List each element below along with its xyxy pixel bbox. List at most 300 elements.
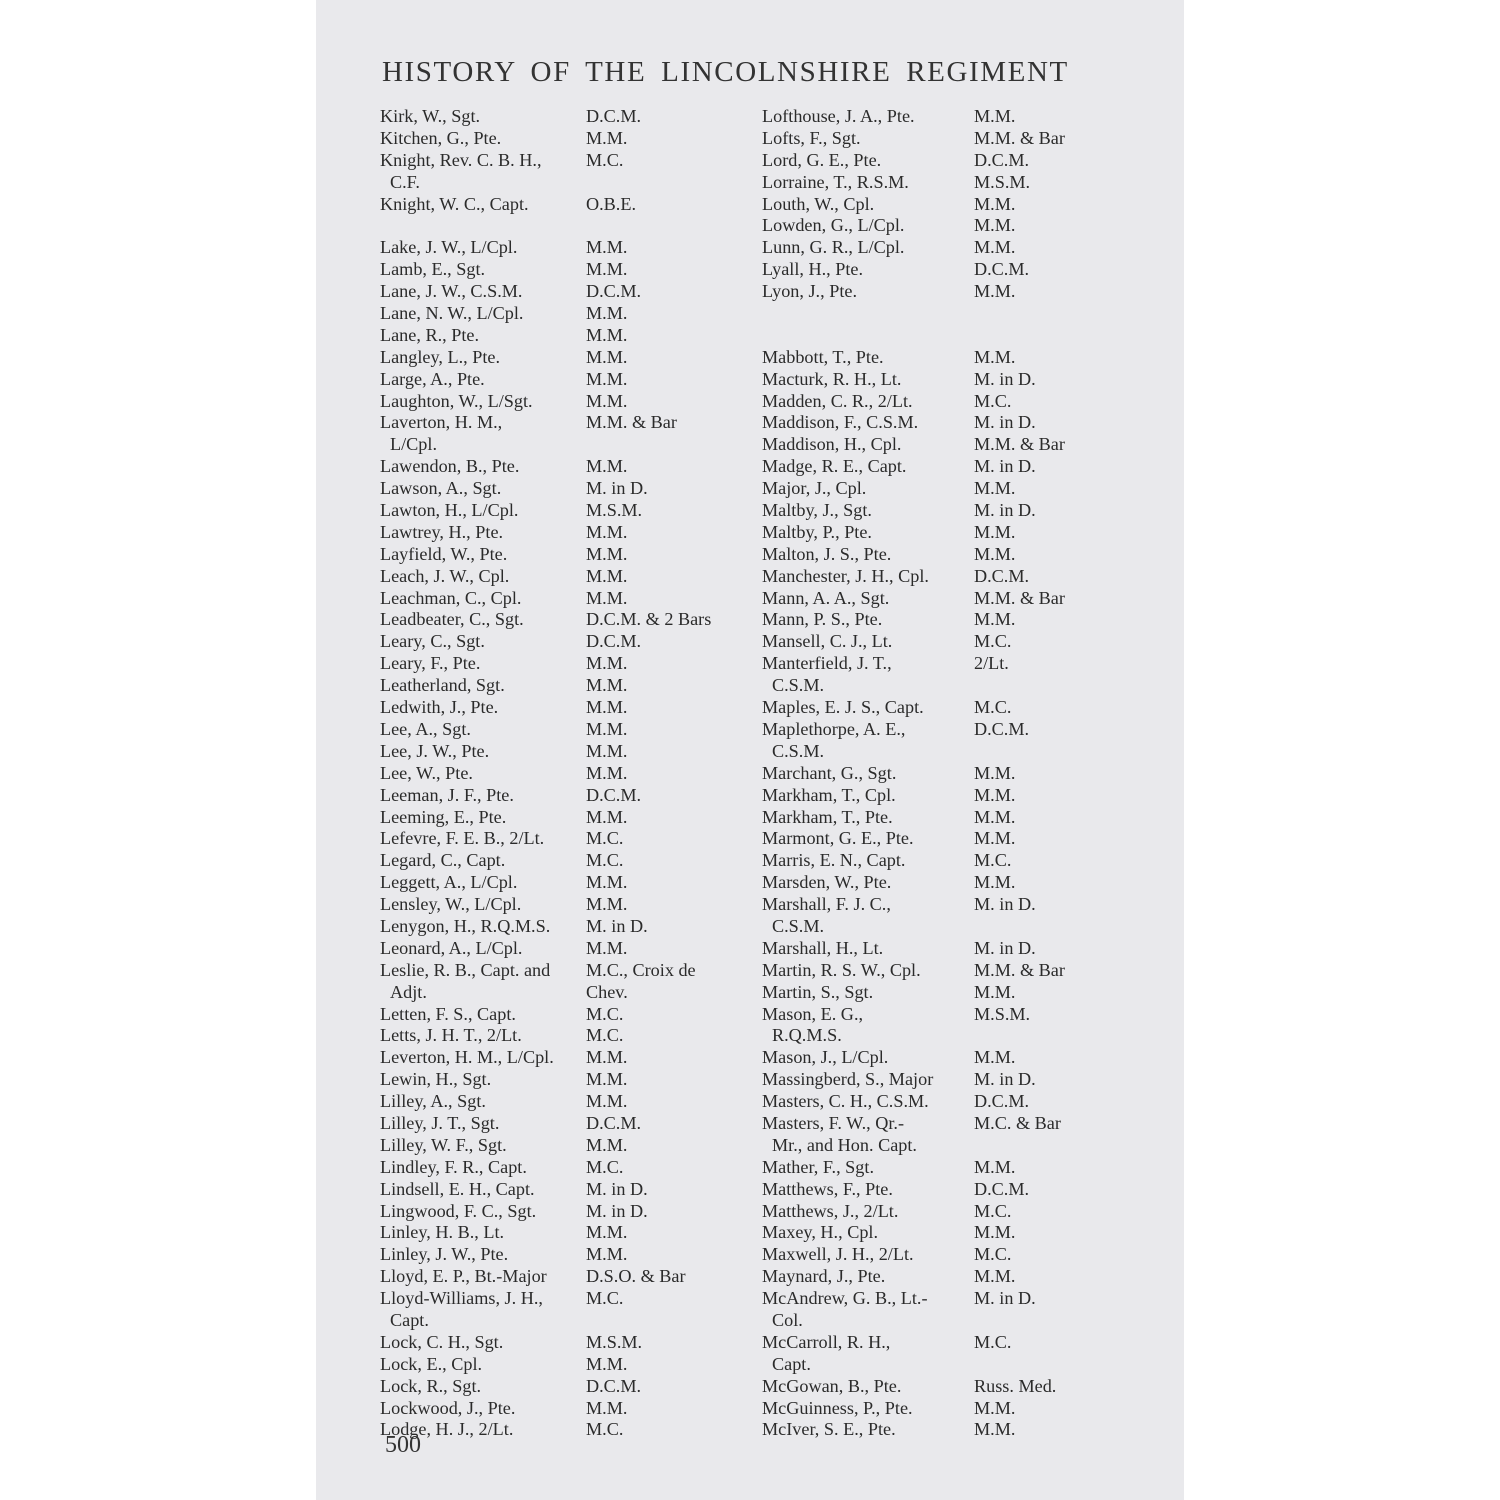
award: M.M.	[974, 281, 1016, 302]
award: M. in D.	[974, 412, 1036, 433]
award: M.M. & Bar	[974, 587, 1065, 608]
recipient-name: Lorraine, T., R.S.M.	[762, 171, 909, 192]
recipient-name: Markham, T., Cpl.	[762, 784, 896, 805]
award: M.M.	[586, 127, 628, 148]
award: M.M.	[586, 390, 628, 411]
list-item	[762, 960, 1122, 982]
recipient-name: Col.	[772, 1309, 803, 1330]
award: M.M.	[586, 346, 628, 367]
list-item	[380, 522, 760, 544]
list-item	[380, 369, 760, 391]
recipient-name: Leary, C., Sgt.	[380, 631, 485, 652]
award: M.M. & Bar	[974, 434, 1065, 455]
award: M.M.	[586, 1222, 628, 1243]
recipient-name: Lilley, J. T., Sgt.	[380, 1112, 500, 1133]
list-item	[380, 1354, 760, 1376]
list-gap	[762, 325, 1122, 347]
recipient-name: Marshall, F. J. C.,	[762, 894, 891, 915]
award: M.M.	[974, 521, 1016, 542]
list-item	[762, 1288, 1122, 1310]
recipient-name: Lyon, J., Pte.	[762, 281, 857, 302]
list-item	[762, 522, 1122, 544]
list-item	[380, 631, 760, 653]
list-item	[762, 237, 1122, 259]
list-item	[762, 1091, 1122, 1113]
recipient-name: McGuinness, P., Pte.	[762, 1397, 913, 1418]
recipient-name: Massingberd, S., Major	[762, 1069, 934, 1090]
recipient-name: Lee, J. W., Pte.	[380, 740, 490, 761]
recipient-name: Lock, E., Cpl.	[380, 1353, 483, 1374]
list-item	[762, 1069, 1122, 1091]
list-item	[762, 1244, 1122, 1266]
award: M.C.	[586, 828, 624, 849]
award: D.C.M.	[586, 1375, 642, 1396]
list-item	[762, 1157, 1122, 1179]
list-item	[762, 194, 1122, 216]
recipient-name: C.S.M.	[772, 675, 825, 696]
list-item	[380, 544, 760, 566]
award: M.M.	[974, 1156, 1016, 1177]
list-item	[380, 872, 760, 894]
recipient-name: Lindsell, E. H., Capt.	[380, 1178, 535, 1199]
recipient-name: Leatherland, Sgt.	[380, 675, 505, 696]
honours-list-left-column	[380, 106, 760, 1441]
list-item	[762, 1310, 1122, 1332]
list-item	[380, 1135, 760, 1157]
recipient-name: Laverton, H. M.,	[380, 412, 503, 433]
recipient-name: Leverton, H. M., L/Cpl.	[380, 1047, 554, 1068]
award: M.M.	[586, 740, 628, 761]
award: M.S.M.	[586, 1331, 643, 1352]
award: M. in D.	[974, 368, 1036, 389]
recipient-name: Kitchen, G., Pte.	[380, 127, 502, 148]
list-item	[380, 128, 760, 150]
recipient-name: Lunn, G. R., L/Cpl.	[762, 237, 905, 258]
list-item	[380, 478, 760, 500]
award: D.C.M.	[586, 106, 642, 126]
list-item	[380, 807, 760, 829]
award: M.M.	[974, 1419, 1016, 1440]
award: M.M.	[586, 1353, 628, 1374]
recipient-name: Malton, J. S., Pte.	[762, 543, 892, 564]
award: M.M.	[974, 981, 1016, 1002]
list-item	[380, 1376, 760, 1398]
list-item	[762, 894, 1122, 916]
award: M.C.	[586, 850, 624, 871]
recipient-name: Letts, J. H. T., 2/Lt.	[380, 1025, 522, 1046]
award: M.C.	[586, 1003, 624, 1024]
list-item	[380, 1047, 760, 1069]
award: M.M.	[974, 1222, 1016, 1243]
recipient-name: Mason, E. G.,	[762, 1003, 864, 1024]
list-item	[380, 1419, 760, 1441]
award: M.M.	[974, 828, 1016, 849]
list-item	[762, 741, 1122, 763]
award: M.S.M.	[974, 1003, 1031, 1024]
award: M.C. & Bar	[974, 1112, 1061, 1133]
list-item	[762, 675, 1122, 697]
award: M.M. & Bar	[974, 127, 1065, 148]
award: M.M.	[974, 609, 1016, 630]
recipient-name: Lamb, E., Sgt.	[380, 259, 486, 280]
list-item	[380, 1310, 760, 1332]
recipient-name: Knight, Rev. C. B. H.,	[380, 149, 542, 170]
recipient-name: Maltby, J., Sgt.	[762, 500, 872, 521]
award: 2/Lt.	[974, 653, 1009, 674]
recipient-name: Leary, F., Pte.	[380, 653, 481, 674]
list-item	[380, 763, 760, 785]
award: M.M.	[586, 259, 628, 280]
award: M. in D.	[974, 1069, 1036, 1090]
list-item	[762, 500, 1122, 522]
award: M.M.	[586, 894, 628, 915]
recipient-name: Mr., and Hon. Capt.	[772, 1134, 917, 1155]
list-item	[380, 1179, 760, 1201]
award: M. in D.	[586, 915, 648, 936]
recipient-name: Linley, J. W., Pte.	[380, 1244, 509, 1265]
recipient-name: Louth, W., Cpl.	[762, 193, 875, 214]
award: D.C.M.	[974, 1091, 1030, 1112]
list-item	[380, 1091, 760, 1113]
list-item	[380, 259, 760, 281]
recipient-name: L/Cpl.	[390, 434, 437, 455]
list-gap	[762, 303, 1122, 325]
recipient-name: Leeming, E., Pte.	[380, 806, 507, 827]
recipient-name: McAndrew, G. B., Lt.-	[762, 1288, 928, 1309]
award: D.C.M.	[586, 631, 642, 652]
award: M.C.	[974, 850, 1012, 871]
list-item	[380, 106, 760, 128]
award: M.M.	[974, 478, 1016, 499]
award: M.M.	[586, 565, 628, 586]
award: M. in D.	[586, 1200, 648, 1221]
recipient-name: Lingwood, F. C., Sgt.	[380, 1200, 537, 1221]
list-item	[762, 1419, 1122, 1441]
list-item	[762, 1354, 1122, 1376]
list-item	[762, 938, 1122, 960]
recipient-name: Martin, R. S. W., Cpl.	[762, 959, 921, 980]
award: M. in D.	[586, 1178, 648, 1199]
list-item	[380, 960, 760, 982]
list-item	[380, 938, 760, 960]
list-item	[762, 456, 1122, 478]
recipient-name: Layfield, W., Pte.	[380, 543, 508, 564]
list-item	[380, 1004, 760, 1026]
award: M.S.M.	[586, 500, 643, 521]
recipient-name: Matthews, F., Pte.	[762, 1178, 893, 1199]
award: M.C.	[586, 1156, 624, 1177]
list-item	[380, 347, 760, 369]
recipient-name: Letten, F. S., Capt.	[380, 1003, 516, 1024]
recipient-name: Lowden, G., L/Cpl.	[762, 215, 905, 236]
list-item	[762, 369, 1122, 391]
award: D.C.M.	[974, 718, 1030, 739]
list-item	[762, 588, 1122, 610]
recipient-name: Lock, R., Sgt.	[380, 1375, 482, 1396]
award: D.C.M. & 2 Bars	[586, 609, 712, 630]
award: M.C.	[974, 390, 1012, 411]
recipient-name: Maxey, H., Cpl.	[762, 1222, 879, 1243]
list-item	[762, 1047, 1122, 1069]
award: M.M.	[974, 784, 1016, 805]
list-item	[762, 566, 1122, 588]
recipient-name: Leggett, A., L/Cpl.	[380, 872, 518, 893]
list-item	[762, 609, 1122, 631]
recipient-name: Lindley, F. R., Capt.	[380, 1156, 527, 1177]
recipient-name: Capt.	[772, 1353, 811, 1374]
list-item	[380, 894, 760, 916]
recipient-name: Maplethorpe, A. E.,	[762, 718, 906, 739]
list-item	[762, 1376, 1122, 1398]
award: M. in D.	[586, 478, 648, 499]
recipient-name: C.S.M.	[772, 915, 825, 936]
recipient-name: Lee, A., Sgt.	[380, 718, 471, 739]
award: D.S.O. & Bar	[586, 1266, 686, 1287]
award: M.M.	[974, 193, 1016, 214]
award: M.M. & Bar	[586, 412, 677, 433]
award: M.C.	[974, 631, 1012, 652]
recipient-name: Knight, W. C., Capt.	[380, 193, 529, 214]
list-item	[380, 653, 760, 675]
list-item	[762, 872, 1122, 894]
recipient-name: Macturk, R. H., Lt.	[762, 368, 902, 389]
award: M.M.	[586, 697, 628, 718]
recipient-name: C.F.	[390, 171, 420, 192]
award: M.C.	[974, 1331, 1012, 1352]
award: M.M.	[974, 543, 1016, 564]
recipient-name: Maxwell, J. H., 2/Lt.	[762, 1244, 914, 1265]
list-item	[380, 150, 760, 172]
award: M.M.	[586, 1244, 628, 1265]
list-item	[762, 982, 1122, 1004]
recipient-name: Madden, C. R., 2/Lt.	[762, 390, 913, 411]
award: M. in D.	[974, 937, 1036, 958]
award: M.M.	[586, 675, 628, 696]
list-gap	[380, 215, 760, 237]
list-item	[762, 1004, 1122, 1026]
list-item	[762, 128, 1122, 150]
recipient-name: Lawton, H., L/Cpl.	[380, 500, 519, 521]
recipient-name: Masters, C. H., C.S.M.	[762, 1091, 929, 1112]
list-item	[380, 588, 760, 610]
recipient-name: Lawendon, B., Pte.	[380, 456, 520, 477]
recipient-name: McCarroll, R. H.,	[762, 1331, 891, 1352]
list-item	[380, 719, 760, 741]
list-item	[762, 916, 1122, 938]
award: M.C.	[974, 1244, 1012, 1265]
award: M.C., Croix de	[586, 959, 696, 980]
recipient-name: Lefevre, F. E. B., 2/Lt.	[380, 828, 545, 849]
award: M.M.	[586, 324, 628, 345]
recipient-name: Lockwood, J., Pte.	[380, 1397, 516, 1418]
running-head: HISTORY OF THE LINCOLNSHIRE REGIMENT	[382, 56, 1069, 88]
award: M.C.	[586, 1288, 624, 1309]
list-item	[762, 478, 1122, 500]
award: M.M.	[586, 1091, 628, 1112]
recipient-name: Lilley, A., Sgt.	[380, 1091, 486, 1112]
recipient-name: McIver, S. E., Pte.	[762, 1419, 896, 1440]
award: M.M.	[586, 718, 628, 739]
award: M.M.	[586, 1397, 628, 1418]
award: M.C.	[974, 697, 1012, 718]
award: M.M.	[974, 872, 1016, 893]
list-item	[762, 850, 1122, 872]
list-item	[762, 1201, 1122, 1223]
list-item	[380, 500, 760, 522]
list-item	[380, 609, 760, 631]
list-item	[762, 544, 1122, 566]
list-item	[380, 1025, 760, 1047]
award: M.M.	[586, 587, 628, 608]
list-item	[762, 1135, 1122, 1157]
award: M.M.	[974, 215, 1016, 236]
recipient-name: Ledwith, J., Pte.	[380, 697, 499, 718]
recipient-name: Lofthouse, J. A., Pte.	[762, 106, 915, 126]
recipient-name: Lock, C. H., Sgt.	[380, 1331, 504, 1352]
recipient-name: McGowan, B., Pte.	[762, 1375, 902, 1396]
award: M.C.	[586, 149, 624, 170]
list-item	[762, 763, 1122, 785]
award: M.M.	[586, 762, 628, 783]
award: M.M.	[586, 1069, 628, 1090]
list-item	[380, 391, 760, 413]
award: M.M.	[974, 1266, 1016, 1287]
award: D.C.M.	[586, 1112, 642, 1133]
list-item	[380, 916, 760, 938]
recipient-name: Legard, C., Capt.	[380, 850, 506, 871]
recipient-name: Mann, P. S., Pte.	[762, 609, 883, 630]
award: M. in D.	[974, 500, 1036, 521]
page-number: 500	[385, 1432, 421, 1458]
list-item	[380, 1069, 760, 1091]
list-item	[380, 785, 760, 807]
award: M.M.	[586, 521, 628, 542]
award: D.C.M.	[586, 784, 642, 805]
recipient-name: Lawtrey, H., Pte.	[380, 521, 504, 542]
list-item	[762, 172, 1122, 194]
award: M.M.	[586, 937, 628, 958]
list-item	[380, 1398, 760, 1420]
list-item	[380, 412, 760, 434]
recipient-name: Mann, A. A., Sgt.	[762, 587, 890, 608]
recipient-name: Maynard, J., Pte.	[762, 1266, 886, 1287]
list-item	[762, 391, 1122, 413]
list-item	[762, 1179, 1122, 1201]
award: M.M.	[974, 106, 1016, 126]
recipient-name: Lensley, W., L/Cpl.	[380, 894, 522, 915]
recipient-name: Lloyd-Williams, J. H.,	[380, 1288, 543, 1309]
award: M.C.	[586, 1025, 624, 1046]
recipient-name: Maples, E. J. S., Capt.	[762, 697, 924, 718]
recipient-name: Leeman, J. F., Pte.	[380, 784, 514, 805]
list-item	[380, 281, 760, 303]
award: M.M.	[586, 1134, 628, 1155]
list-item	[762, 828, 1122, 850]
recipient-name: Maltby, P., Pte.	[762, 521, 872, 542]
list-item	[380, 741, 760, 763]
recipient-name: Linley, H. B., Lt.	[380, 1222, 505, 1243]
list-item	[380, 982, 760, 1004]
recipient-name: Lawson, A., Sgt.	[380, 478, 502, 499]
list-item	[380, 1244, 760, 1266]
recipient-name: Langley, L., Pte.	[380, 346, 501, 367]
recipient-name: Lane, J. W., C.S.M.	[380, 281, 523, 302]
recipient-name: Mason, J., L/Cpl.	[762, 1047, 889, 1068]
award: M.M.	[974, 1047, 1016, 1068]
recipient-name: Leachman, C., Cpl.	[380, 587, 522, 608]
award: M.M.	[586, 368, 628, 389]
award: M.M.	[974, 237, 1016, 258]
list-item	[762, 697, 1122, 719]
recipient-name: Marsden, W., Pte.	[762, 872, 892, 893]
recipient-name: Mather, F., Sgt.	[762, 1156, 874, 1177]
award: M.M.	[586, 456, 628, 477]
recipient-name: Lyall, H., Pte.	[762, 259, 864, 280]
recipient-name: Lewin, H., Sgt.	[380, 1069, 492, 1090]
list-item	[762, 631, 1122, 653]
award: M.M.	[586, 872, 628, 893]
award: M.M.	[974, 1397, 1016, 1418]
recipient-name: Large, A., Pte.	[380, 368, 485, 389]
award: M.M.	[586, 806, 628, 827]
recipient-name: Capt.	[390, 1309, 429, 1330]
recipient-name: Leslie, R. B., Capt. and	[380, 959, 551, 980]
recipient-name: Marshall, H., Lt.	[762, 937, 884, 958]
list-item	[380, 1201, 760, 1223]
list-item	[762, 1332, 1122, 1354]
recipient-name: Lake, J. W., L/Cpl.	[380, 237, 518, 258]
recipient-name: Leadbeater, C., Sgt.	[380, 609, 524, 630]
award: M. in D.	[974, 894, 1036, 915]
award: M.C.	[586, 1419, 624, 1440]
list-item	[380, 194, 760, 216]
list-item	[762, 215, 1122, 237]
recipient-name: Mansell, C. J., Lt.	[762, 631, 893, 652]
list-item	[380, 325, 760, 347]
list-item	[762, 1113, 1122, 1135]
recipient-name: Martin, S., Sgt.	[762, 981, 874, 1002]
award: M.S.M.	[974, 171, 1031, 192]
award: M.M. & Bar	[974, 959, 1065, 980]
list-item	[380, 1288, 760, 1310]
recipient-name: Leach, J. W., Cpl.	[380, 565, 510, 586]
list-item	[762, 1398, 1122, 1420]
award: D.C.M.	[974, 565, 1030, 586]
recipient-name: R.Q.M.S.	[772, 1025, 842, 1046]
recipient-name: Lord, G. E., Pte.	[762, 149, 882, 170]
recipient-name: Laughton, W., L/Sgt.	[380, 390, 533, 411]
list-item	[380, 172, 760, 194]
recipient-name: Major, J., Cpl.	[762, 478, 867, 499]
recipient-name: Lane, R., Pte.	[380, 324, 480, 345]
award: Chev.	[586, 981, 628, 1002]
award: M.M.	[586, 303, 628, 324]
award: D.C.M.	[974, 149, 1030, 170]
recipient-name: Leonard, A., L/Cpl.	[380, 937, 523, 958]
list-item	[380, 566, 760, 588]
list-item	[380, 675, 760, 697]
list-item	[762, 807, 1122, 829]
list-item	[380, 237, 760, 259]
award: D.C.M.	[974, 1178, 1030, 1199]
recipient-name: C.S.M.	[772, 740, 825, 761]
recipient-name: Marchant, G., Sgt.	[762, 762, 897, 783]
award: M.M.	[974, 806, 1016, 827]
recipient-name: Masters, F. W., Qr.-	[762, 1112, 905, 1133]
list-item	[762, 1025, 1122, 1047]
list-item	[762, 1222, 1122, 1244]
award: D.C.M.	[974, 259, 1030, 280]
